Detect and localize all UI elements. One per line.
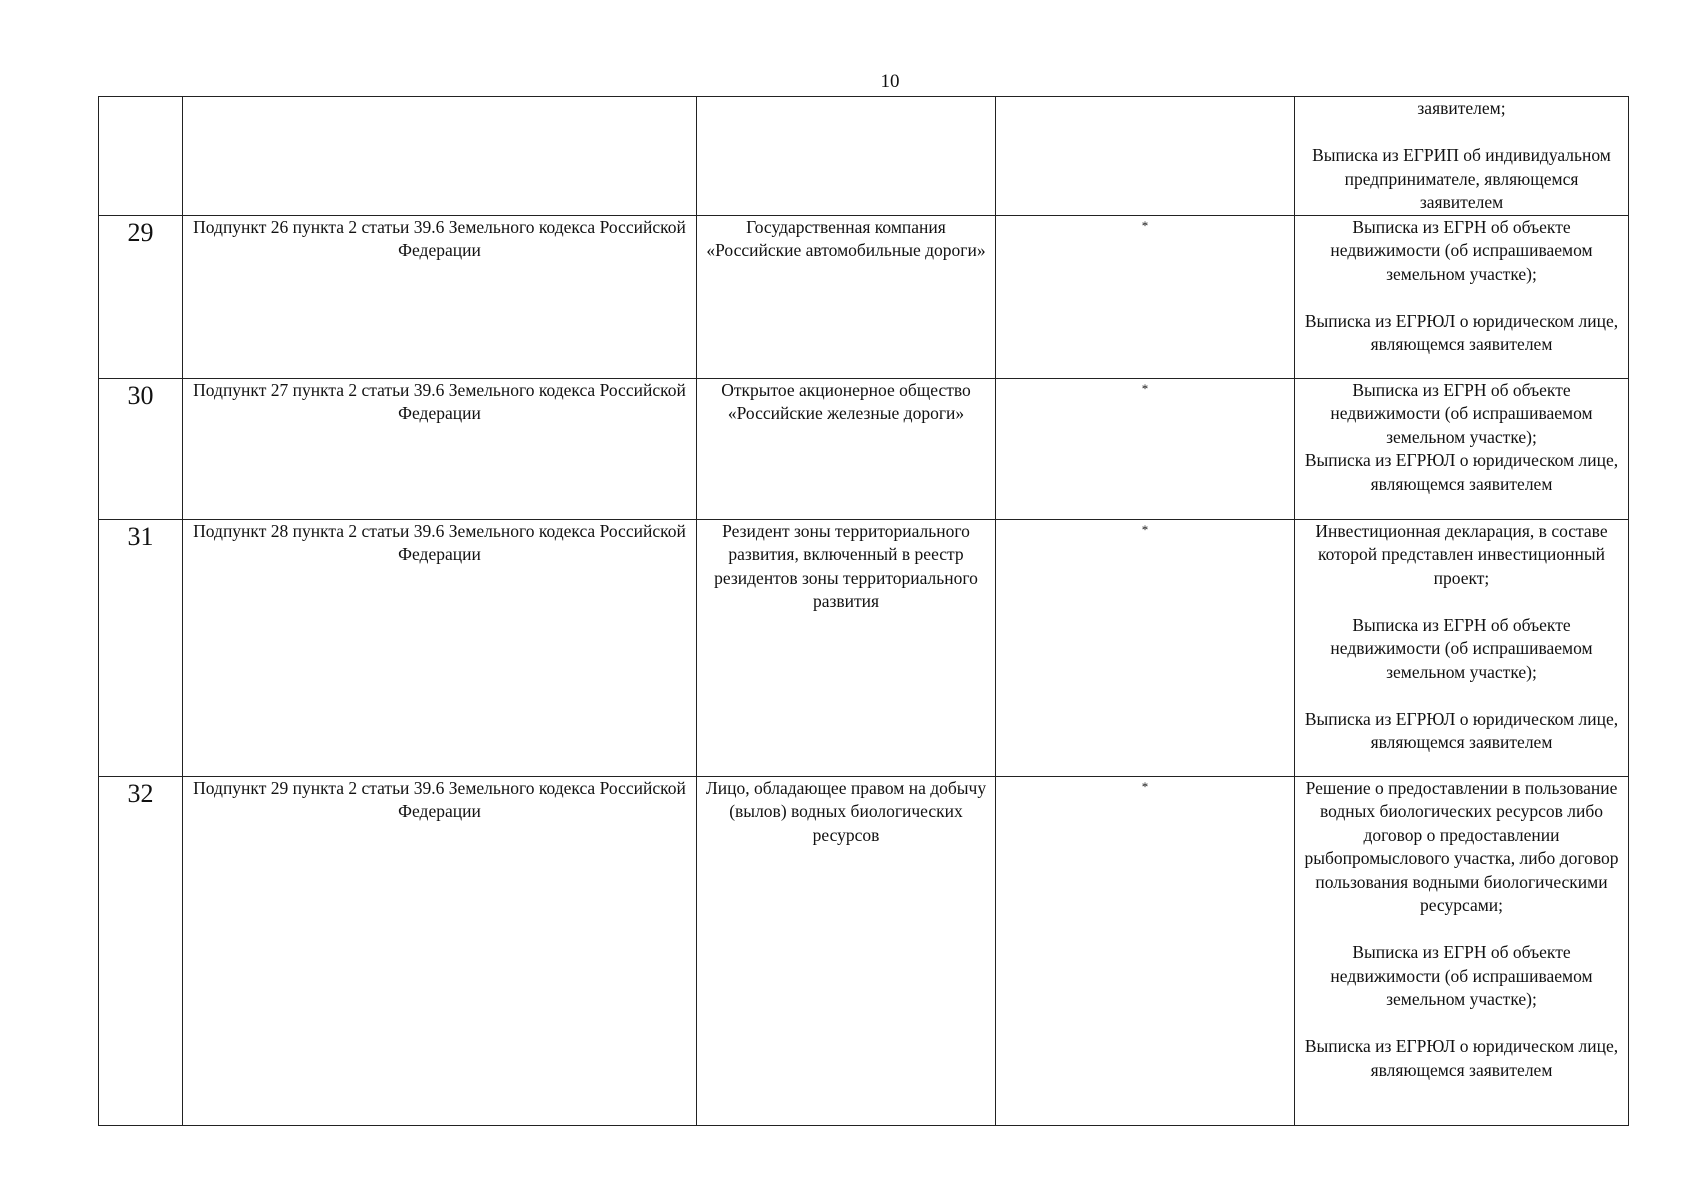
document-paragraph: Инвестиционная декларация, в составе которой представлен инвестиционный проект; [1315,520,1608,588]
document-paragraph: Выписка из ЕГРЮЛ о юридическом лице, являющемся заявителем [1304,450,1619,494]
legal-basis-cell: Подпункт 26 пункта 2 статьи 39.6 Земельного кодекса Российской Федерации [183,215,697,378]
paragraph-gap [1301,590,1622,614]
paragraph-gap [1301,918,1622,942]
document-paragraph: Выписка из ЕГРЮЛ о юридическом лице, являющемся заявителем [1304,1036,1619,1080]
paragraph-gap [1301,1012,1622,1036]
documents-cell [1295,215,1629,378]
document-paragraph: Выписка из ЕГРЮЛ о юридическом лице, являющемся заявителем [1304,310,1619,354]
paragraph-gap [1301,121,1622,145]
row-number-cell: 32 [99,776,183,1125]
mark-cell: * [996,378,1295,519]
row-number-cell: 29 [99,215,183,378]
mark-cell: * [996,215,1295,378]
mark-cell [996,97,1295,216]
page-number: 10 [880,71,900,92]
row-number-cell: 30 [99,378,183,519]
table-row [99,519,1629,776]
applicant-cell [697,97,996,216]
paragraph-gap [1301,684,1622,708]
mark-cell: * [996,776,1295,1125]
row-number-cell: 31 [99,519,183,776]
document-paragraph: Выписка из ЕГРН об объекте недвижимости (об испрашиваемом земельном участке); [1330,216,1593,284]
table-row [99,378,1629,519]
legal-basis-cell: Подпункт 27 пункта 2 статьи 39.6 Земельного кодекса Российской Федерации [183,378,697,519]
applicant-cell: Открытое акционерное общество «Российские железные дороги» [697,378,996,519]
documents-cell [1295,378,1629,519]
legal-basis-cell: Подпункт 28 пункта 2 статьи 39.6 Земельного кодекса Российской Федерации [183,519,697,776]
document-paragraph: Выписка из ЕГРЮЛ о юридическом лице, являющемся заявителем [1304,708,1619,752]
legal-basis-cell: Подпункт 29 пункта 2 статьи 39.6 Земельного кодекса Российской Федерации [183,776,697,1125]
documents-cell [1295,97,1629,216]
document-paragraph: Выписка из ЕГРН об объекте недвижимости (об испрашиваемом земельном участке); [1330,379,1593,447]
documents-table [98,96,1629,1126]
table-row [99,776,1629,1125]
document-paragraph: Выписка из ЕГРН об объекте недвижимости (об испрашиваемом земельном участке); [1330,614,1593,682]
document-paragraph: Выписка из ЕГРН об объекте недвижимости (об испрашиваемом земельном участке); [1330,942,1593,1009]
document-paragraph: Решение о предоставлении в пользование водных биологических ресурсов либо договор о предоставлении рыбопромыслового участка, либо договор пользования водными биологическими ресурсами; [1304,777,1619,915]
paragraph-gap [1301,286,1622,310]
table-row [99,97,1629,216]
applicant-cell: Лицо, обладающее правом на добычу (вылов) водных биологических ресурсов [697,776,996,1125]
document-paragraph: Выписка из ЕГРИП об индивидуальном предпринимателе, являющемся заявителем [1312,145,1611,212]
documents-cell [1295,776,1629,1125]
document-paragraph: заявителем; [1417,98,1506,118]
documents-cell [1295,519,1629,776]
legal-basis-cell [183,97,697,216]
applicant-cell: Государственная компания «Российские автомобильные дороги» [697,215,996,378]
row-number-cell [99,97,183,216]
mark-cell: * [996,519,1295,776]
table-row [99,215,1629,378]
table-body [99,97,1629,1126]
applicant-cell: Резидент зоны территориального развития, включенный в реестр резидентов зоны территориального развития [697,519,996,776]
